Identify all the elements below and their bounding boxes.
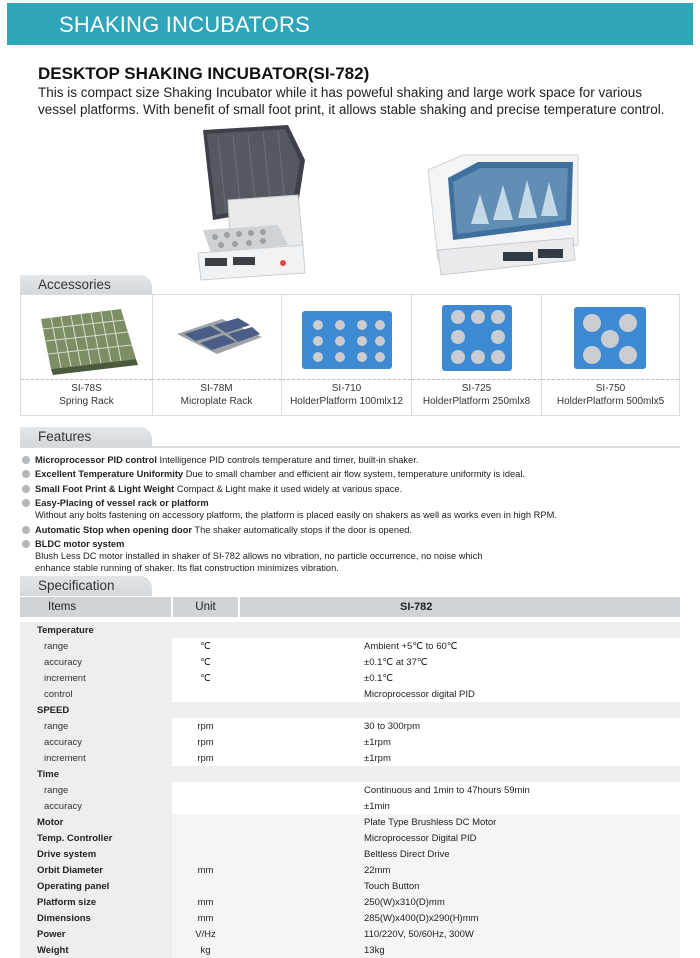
product-image-open-lid [193, 125, 308, 285]
header-unit: Unit [172, 597, 239, 617]
intro-text: This is compact size Shaking Incubator while it has poweful shaking and large work space for various vessel platforms. With benefit of small foot print, it allows stable shaking and precise temperature control. [38, 85, 665, 117]
spec-label: Power [20, 926, 172, 942]
spring-rack-image [21, 299, 152, 377]
accessory-separator [282, 379, 411, 380]
spec-label: accuracy [20, 798, 172, 814]
bullet-icon [22, 540, 30, 548]
spec-table [20, 597, 680, 958]
accessories-row [20, 295, 680, 416]
spec-unit: mm [172, 910, 239, 926]
feature-text: Intelligence PID controls temperature and timer, built-in shaker. [156, 455, 419, 465]
holder-platform-250ml-image [412, 299, 541, 377]
page-title: DESKTOP SHAKING INCUBATOR(SI-782) [38, 64, 370, 83]
spec-row [20, 862, 680, 878]
feature-text: The shaker automatically stops if the door is opened. [192, 524, 412, 535]
features-list [22, 454, 682, 576]
spec-row [20, 878, 680, 894]
product-image-closed-lid [423, 150, 583, 280]
features-tab [20, 427, 152, 447]
spec-value: Plate Type Brushless DC Motor [239, 814, 680, 830]
spec-group-time [20, 766, 680, 782]
spec-unit: mm [172, 862, 239, 878]
accessory-code: SI-78M [200, 383, 233, 394]
spec-group-speed [20, 702, 680, 718]
spec-label: range [20, 782, 172, 798]
spec-value: ±1min [239, 798, 680, 814]
feature-item [22, 468, 682, 480]
group-label: Time [20, 766, 172, 782]
spec-label: control [20, 686, 172, 702]
bullet-icon [22, 526, 30, 534]
spec-label: increment [20, 670, 172, 686]
spec-row [20, 686, 680, 702]
accessory-card [412, 295, 542, 415]
spec-row [20, 846, 680, 862]
header-items: Items [20, 597, 172, 617]
section-banner [7, 3, 693, 45]
feature-title: BLDC motor system [35, 538, 125, 549]
accessory-separator [542, 379, 679, 380]
spec-value: Touch Button [239, 878, 680, 894]
spec-row [20, 654, 680, 670]
feature-item [22, 454, 682, 466]
spec-value: Microprocessor digital PID [239, 686, 680, 702]
accessories-tab [20, 275, 152, 295]
bullet-icon [22, 456, 30, 464]
specification-heading: Specification [38, 578, 115, 593]
accessory-name: HolderPlatform 100mlx12 [290, 396, 403, 407]
spec-value: ±0.1℃ at 37℃ [239, 654, 680, 670]
spec-row [20, 894, 680, 910]
accessory-name: Microplate Rack [180, 396, 253, 407]
spec-unit: mm [172, 894, 239, 910]
accessory-name: HolderPlatform 500mlx5 [556, 396, 665, 407]
group-label: Temperature [20, 622, 172, 638]
accessory-code: SI-78S [71, 383, 102, 394]
accessories-heading: Accessories [38, 277, 111, 292]
spec-label: range [20, 638, 172, 654]
spec-unit: rpm [172, 718, 239, 734]
spec-value: 30 to 300rpm [239, 718, 680, 734]
spec-value: 285(W)x400(D)x290(H)mm [239, 910, 680, 926]
spec-value: Microprocessor Digital PID [239, 830, 680, 846]
spec-value: 250(W)x310(D)mm [239, 894, 680, 910]
spec-value: ±1rpm [239, 750, 680, 766]
accessory-card [152, 295, 282, 415]
spec-label: accuracy [20, 654, 172, 670]
accessory-code: SI-750 [595, 383, 626, 394]
spec-row [20, 670, 680, 686]
feature-title: Easy-Placing of vessel rack or platform [35, 498, 209, 509]
spec-unit [172, 846, 239, 862]
bullet-icon [22, 499, 30, 507]
spec-label: Drive system [20, 846, 172, 862]
feature-item [22, 524, 682, 536]
bullet-icon [22, 470, 30, 478]
spec-value: 13kg [239, 942, 680, 958]
spec-label: Platform size [20, 894, 172, 910]
feature-text: Due to small chamber and efficient air flow system, temperature uniformity is ideal. [183, 469, 525, 480]
accessory-code: SI-725 [461, 383, 492, 394]
spec-unit: rpm [172, 734, 239, 750]
feature-title: Automatic Stop when opening door [35, 524, 193, 535]
bullet-icon [22, 485, 30, 493]
group-label: SPEED [20, 702, 172, 718]
feature-text: Without any bolts fastening on accessory platform, the platform is placed easily on shakers as well as works even in high RPM. [35, 510, 557, 521]
spec-value: Beltless Direct Drive [239, 846, 680, 862]
spec-label: Motor [20, 814, 172, 830]
spec-label: Weight [20, 942, 172, 958]
spec-row [20, 734, 680, 750]
spec-label: increment [20, 750, 172, 766]
accessory-name: Spring Rack [59, 396, 114, 407]
features-divider [20, 446, 680, 448]
spec-group-temperature [20, 622, 680, 638]
accessory-separator [152, 379, 281, 380]
spec-value: Continuous and 1min to 47hours 59min [239, 782, 680, 798]
spec-label: Orbit Diameter [20, 862, 172, 878]
spec-label: Operating panel [20, 878, 172, 894]
spec-unit [172, 814, 239, 830]
spec-label: Dimensions [20, 910, 172, 926]
spec-row [20, 830, 680, 846]
spec-value: ±1rpm [239, 734, 680, 750]
spec-row [20, 926, 680, 942]
spec-row [20, 814, 680, 830]
accessory-card [20, 295, 153, 415]
spec-unit: ℃ [172, 670, 239, 686]
accessory-card [282, 295, 412, 415]
accessory-separator [412, 379, 541, 380]
spec-value: 110/220V, 50/60Hz, 300W [239, 926, 680, 942]
microplate-rack-image [152, 299, 281, 377]
specification-tab [20, 576, 152, 596]
spec-row [20, 782, 680, 798]
feature-item [22, 483, 682, 495]
spec-row [20, 718, 680, 734]
spec-unit: ℃ [172, 654, 239, 670]
feature-title: Small Foot Print & Light Weight [35, 483, 175, 494]
accessory-name: HolderPlatform 250mlx8 [422, 396, 531, 407]
holder-platform-100ml-image [282, 299, 411, 377]
feature-item [22, 538, 515, 574]
spec-label: range [20, 718, 172, 734]
holder-platform-500ml-image [542, 299, 679, 377]
accessory-code: SI-710 [331, 383, 362, 394]
spec-unit [172, 878, 239, 894]
banner-title: SHAKING INCUBATORS [59, 12, 310, 37]
spec-row [20, 638, 680, 654]
spec-label: accuracy [20, 734, 172, 750]
feature-item [22, 497, 682, 521]
spec-unit: ℃ [172, 638, 239, 654]
accessory-separator [21, 379, 152, 380]
spec-value: 22mm [239, 862, 680, 878]
accessory-card [542, 295, 680, 415]
spec-unit: kg [172, 942, 239, 958]
feature-title: Excellent Temperature Uniformity [35, 469, 184, 480]
spec-value: ±0.1℃ [239, 670, 680, 686]
spec-label: Temp. Controller [20, 830, 172, 846]
spec-row [20, 910, 680, 926]
features-heading: Features [38, 429, 92, 444]
feature-text: Compact & Light make it used widely at various space. [174, 483, 403, 494]
spec-unit: rpm [172, 750, 239, 766]
spec-value: Ambient +5℃ to 60℃ [239, 638, 680, 654]
feature-text: Blush Less DC motor installed in shaker of SI-782 allows no vibration, no particle occurrence, no noise which enhance stable running of shaker. Its flat construction minimizes vibration. [35, 550, 483, 573]
spec-unit [172, 830, 239, 846]
spec-row [20, 798, 680, 814]
spec-row [20, 942, 680, 958]
header-model: SI-782 [239, 597, 680, 617]
spec-unit: V/Hz [172, 926, 239, 942]
spec-header-row [20, 597, 680, 617]
spec-row [20, 750, 680, 766]
feature-title: Microprocessor PID control [35, 455, 157, 465]
